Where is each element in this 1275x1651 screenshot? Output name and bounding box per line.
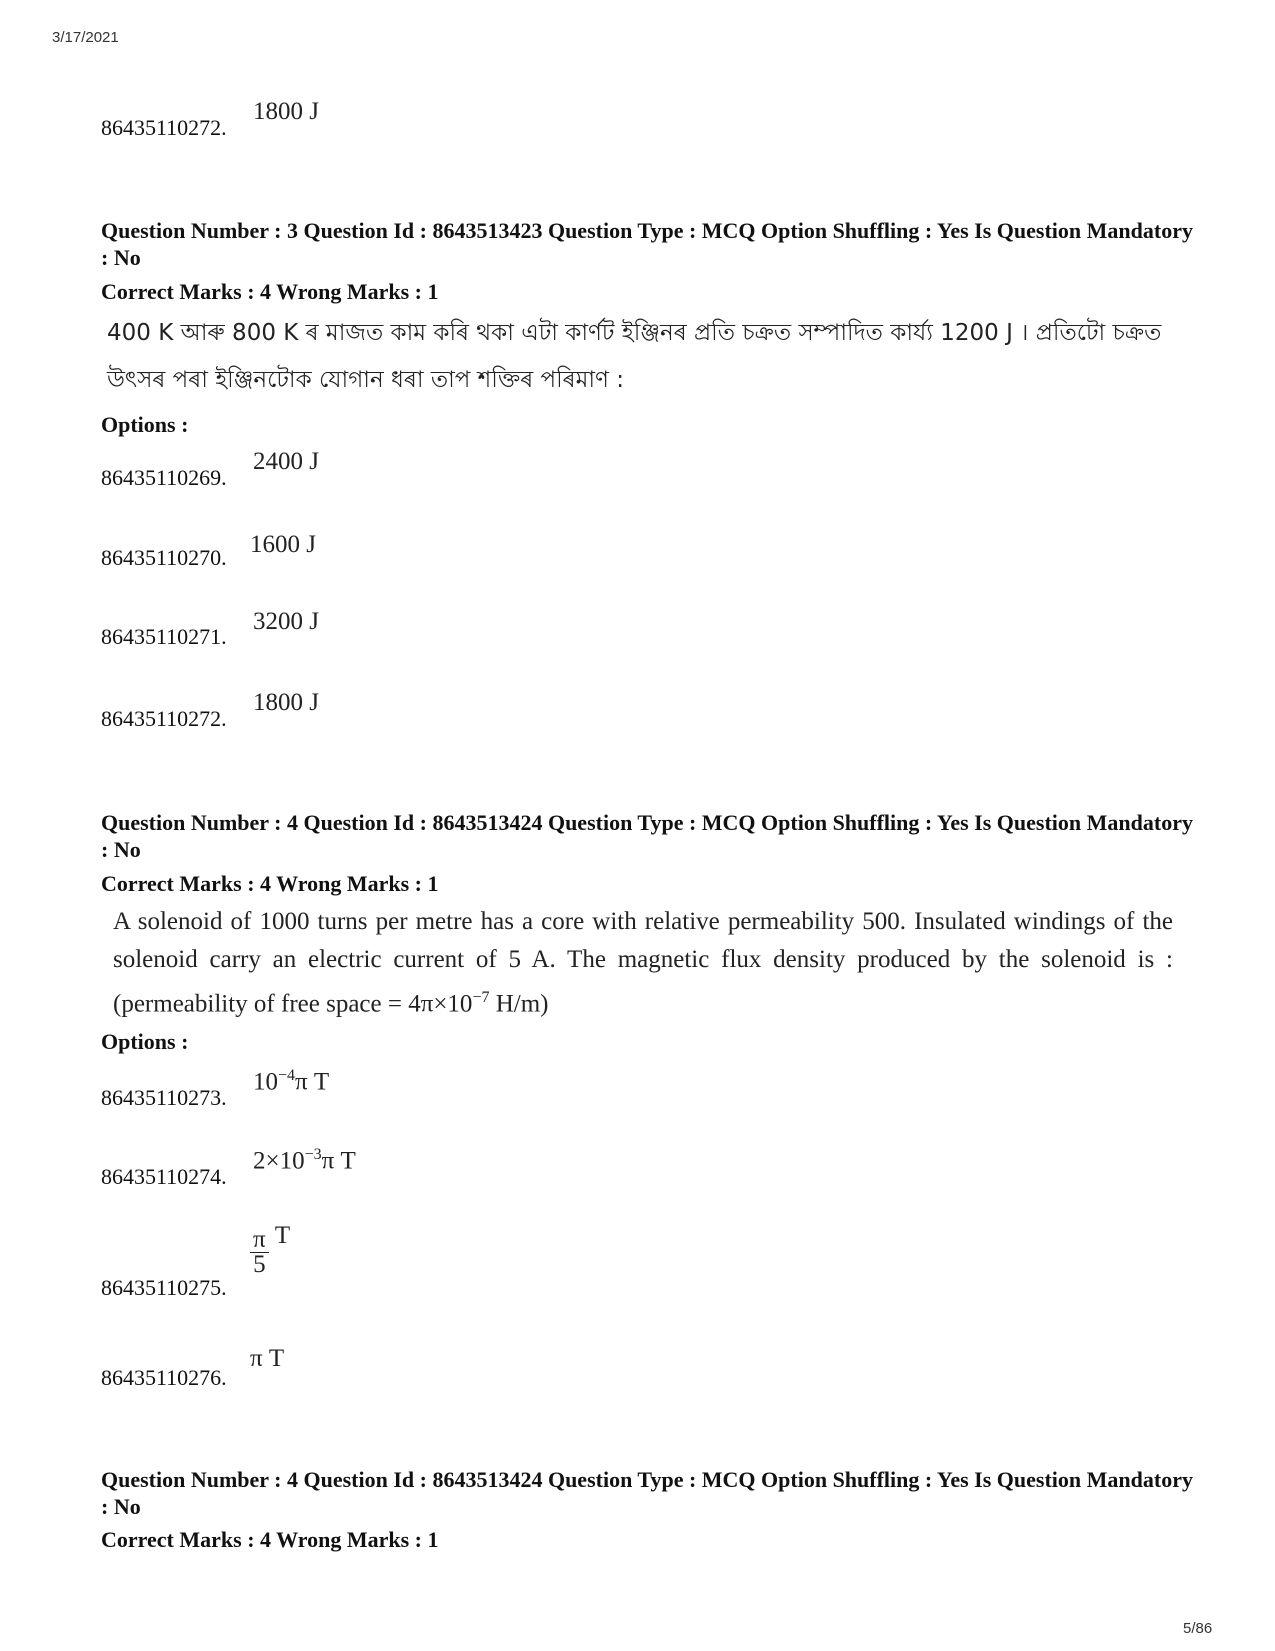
option-value: π T: [250, 1345, 285, 1372]
option-value: 1800 J: [253, 98, 319, 125]
options-label: Options :: [101, 1029, 189, 1054]
option-value: 1600 J: [250, 531, 316, 558]
fraction-numerator: π: [250, 1228, 269, 1253]
option-id: 86435110272.: [101, 115, 227, 140]
question-header: Question Number : 4 Question Id : 8643513424 Question Type : MCQ Option Shuffling : Yes Is Question Mandatory : No: [101, 810, 1193, 862]
option-id: 86435110271.: [101, 624, 227, 649]
fraction-denominator: 5: [253, 1251, 266, 1278]
option-fraction: [250, 1228, 269, 1277]
question-text-line: উৎসৰ পৰা ইঞ্জিনটোক যোগান ধৰা তাপ শক্তিৰ পৰিমাণ :: [107, 367, 625, 393]
option-id: 86435110270.: [101, 545, 227, 570]
question-text: [107, 310, 1187, 404]
option-rest: π T: [321, 1147, 356, 1175]
option-exponent: −3: [304, 1146, 322, 1163]
option-id: 86435110273.: [101, 1085, 227, 1110]
options-label: Options :: [101, 412, 189, 437]
option-id: 86435110274.: [101, 1164, 227, 1189]
option-value: 2400 J: [253, 448, 319, 475]
question-text-tail: H/m): [489, 990, 549, 1018]
option-value: [253, 1067, 329, 1096]
option-base: 2×10: [253, 1147, 305, 1175]
question-text-line: 400 K আৰু 800 K ৰ মাজত কাম কৰি থকা এটা কাৰ্ণট ইঞ্জিনৰ প্ৰতি চক্ৰত সম্পাদিত কাৰ্য্য 1200 J । প্ৰতিটো চক্ৰত: [107, 320, 1162, 346]
option-value: [250, 1222, 291, 1278]
option-id: 86435110272.: [101, 706, 227, 731]
option-id: 86435110269.: [101, 465, 227, 490]
question-header: Question Number : 3 Question Id : 8643513423 Question Type : MCQ Option Shuffling : Yes Is Question Mandatory : No: [101, 218, 1193, 270]
question-text: [113, 903, 1173, 1023]
option-value: 3200 J: [253, 608, 319, 635]
option-id: 86435110276.: [101, 1365, 227, 1390]
option-base: 10: [253, 1068, 278, 1096]
option-value: [253, 1146, 356, 1175]
print-date: 3/17/2021: [52, 29, 119, 46]
option-exponent: −4: [278, 1067, 296, 1084]
option-rest: π T: [295, 1068, 330, 1096]
option-value: 1800 J: [253, 689, 319, 716]
question-marks: Correct Marks : 4 Wrong Marks : 1: [101, 1527, 439, 1552]
option-rest: T: [274, 1222, 291, 1249]
question-marks: Correct Marks : 4 Wrong Marks : 1: [101, 279, 439, 304]
question-header: Question Number : 4 Question Id : 8643513424 Question Type : MCQ Option Shuffling : Yes Is Question Mandatory : No: [101, 1467, 1193, 1519]
option-id: 86435110275.: [101, 1275, 227, 1300]
question-text-main: A solenoid of 1000 turns per metre has a core with relative permeability 500. Insulated windings of the solenoid carry an electric current of 5 A. The magnetic flux density produced by the solenoid is : (permeability of free space = 4π×10: [113, 908, 1173, 1018]
question-marks: Correct Marks : 4 Wrong Marks : 1: [101, 871, 439, 896]
page-number: 5/86: [1183, 1620, 1213, 1637]
question-text-exponent: −7: [472, 989, 490, 1006]
